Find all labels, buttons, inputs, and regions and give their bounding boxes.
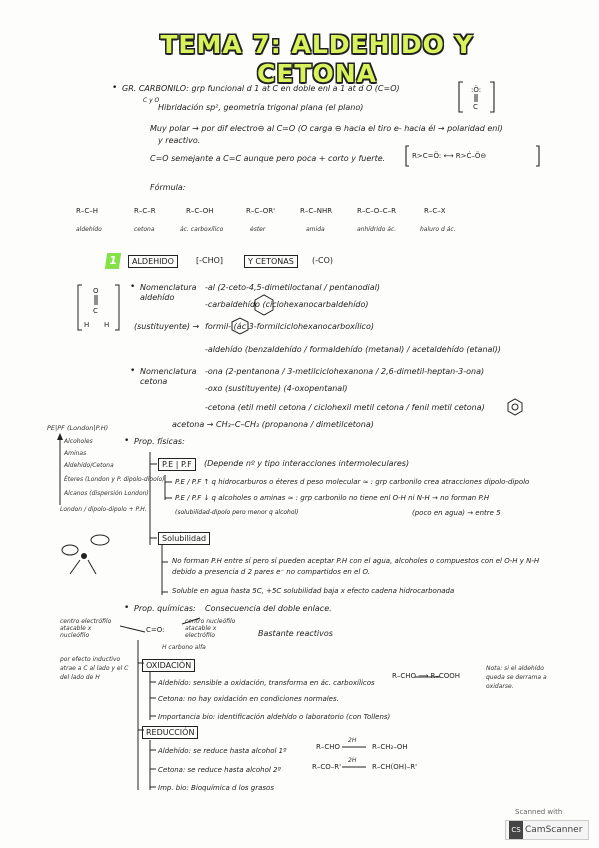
props-fisicas-label: Prop. físicas: [134, 437, 185, 446]
carbonyl-definition: GR. CARBONILO: grp funcional d 1 at C en doble enl a 1 at d O (C=O) [122, 84, 400, 93]
group-formula: R–C–R [134, 207, 156, 215]
nomen-aldehido-3: formil- (ác 3-formilciclohexanocarboxílico) [205, 322, 374, 331]
oxidacion-box: OXIDACIÓN [142, 659, 195, 672]
cho-group: [-CHO] [196, 256, 224, 265]
nomen-cetona-1: -ona (2-pentanona / 3-metilciclohexanona / 2,6-dimetil-heptan-3-ona) [205, 367, 485, 376]
reduction-bio: Imp. bio: Bioquímica d los grasos [158, 784, 274, 792]
section-number: 1 [105, 253, 121, 269]
oxidation-ketone: Cetona: no hay oxidación en condiciones normales. [158, 695, 339, 703]
group-name: haluro d ác. [420, 226, 456, 233]
bullet: • [112, 83, 118, 93]
group-formula: R–C–NHR [300, 207, 333, 215]
inductive-effect-note: por efecto inductivo atrae a C al lado y el C del lado de H [60, 656, 129, 681]
pepf-line-4: (poco en agua) → entre 5 [412, 509, 501, 517]
solubility-line-1: No forman P.H entre sí pero sí pueden aceptar P.H con el agua, alcoholes o compuestos con el O-H y N-H [172, 557, 540, 565]
nucleophile-center-note: centro nucleófilo atacable x electrófilo [185, 618, 236, 639]
nomen-aldehido-4: -aldehído (benzaldehído / formaldehído (metanal) / acetaldehído (etanal)) [205, 345, 501, 354]
bullet: • [124, 436, 130, 446]
oxidation-bio: Importancia bio: identificación aldehído o laboratorio (con Tollens) [158, 713, 391, 721]
group-name: éster [250, 226, 266, 233]
svg-text:C: C [473, 103, 478, 111]
reduction-product-2: R–CH(OH)–R' [372, 763, 418, 771]
scanner-caption: Scanned with [515, 808, 563, 816]
cetonas-box: Y CETONAS [244, 255, 298, 268]
bp-legend: London / dipolo-dipolo + P.H. [60, 506, 147, 513]
group-formula: R–C–X [424, 207, 446, 215]
bullet: • [130, 366, 136, 376]
reduction-reaction-2: R–CO–R' [312, 763, 342, 771]
hybridization-note: Hibridación sp², geometría trigonal plana (el plano) [158, 103, 364, 112]
bp-order-item: Aldehído/Cetona [64, 462, 114, 469]
reduction-reagent: 2H [348, 757, 357, 764]
svg-text:C: C [93, 307, 98, 315]
reduction-ketone: Cetona: se reduce hasta alcohol 2º [158, 766, 281, 774]
reduction-product-1: R–CH₂–OH [372, 743, 408, 751]
nomen-cetona-label: Nomenclatura cetona [140, 367, 197, 386]
group-name: ác. carboxílico [180, 226, 224, 233]
scanner-brand-row [505, 820, 589, 840]
svg-text:H: H [104, 321, 110, 329]
oxidation-note: Nota: si el aldehído queda se derrama a oxidarse. [486, 665, 547, 690]
group-name: anhídrido ác. [357, 226, 397, 233]
co-group: (-CO) [312, 256, 334, 265]
bp-order-item: Alcanos (dispersión London) [64, 490, 149, 497]
props-quimicas-label: Prop. químicas: [134, 604, 196, 613]
reactivity-note: Bastante reactivos [258, 629, 333, 638]
alpha-carbon-note: H carbono alfa [162, 644, 206, 651]
nomen-cetona-2: -oxo (sustituyente) (4-oxopentanal) [205, 384, 348, 393]
oxidation-reaction: R–CHO ⟶ R–COOH [392, 672, 461, 680]
double-bond-note: C=O semejante a C=C aunque pero poca + corto y fuerte. [150, 154, 386, 163]
group-formula: R–C–H [76, 207, 99, 215]
solubility-line-1b: debido a presencia d 2 pares e⁻ no compartidos en el O. [172, 568, 370, 576]
pe-pf-note: PE|PF (London|P.H) [47, 424, 109, 432]
polarity-note-cont: y reactivo. [158, 136, 201, 145]
bp-order-item: Éteres (London y P. dipolo-dipolo) [64, 476, 165, 483]
electrophile-center-note: centro electrófilo atacable x nucleófilo [60, 618, 112, 639]
bp-order-item: Aminas [64, 450, 87, 457]
group-formula: R–C–OR' [246, 207, 276, 215]
solubility-line-2: Soluble en agua hasta 5C, +5C solubilidad baja x efecto cadena hidrocarbonada [172, 587, 455, 595]
scanner-brand: CamScanner [525, 825, 583, 835]
polarity-note: Muy polar → por dif electro⊖ al C=O (O carga ⊖ hacia el tiro e- hacia él → polaridad enl) [150, 124, 503, 133]
bullet: • [124, 603, 130, 613]
nomen-aldehido-label: Nomenclatura aldehído [140, 283, 197, 302]
pepf-line-1: P.E / P.F ↑ q hidrocarburos o éteres d peso molecular ≈ : grp carbonilo crea atracciones dipolo-dipolo [175, 478, 530, 486]
solubilidad-box: Solubilidad [158, 532, 210, 545]
pepf-desc: (Depende nº y tipo interacciones intermoleculares) [204, 459, 410, 468]
camscanner-logo-icon: CS [509, 821, 523, 839]
svg-text:O: O [93, 287, 99, 295]
pepf-line-2: P.E / P.F ↓ q alcoholes o aminas ≈ : grp carbonilo no tiene enl O-H ni N-H → no forman P.H [175, 494, 490, 502]
reduction-reaction-1: R–CHO [316, 743, 341, 751]
group-name: amida [306, 226, 325, 233]
nomen-aldehido-3-left: (sustituyente) → [134, 322, 200, 331]
reduction-reagent: 2H [348, 737, 357, 744]
oxidation-aldehyde: Aldehído: sensible a oxidación, transforma en ác. carboxílicos [158, 679, 375, 687]
page-title: TEMA 7: ALDEHIDO Y CETONA [160, 30, 474, 88]
scanner-badge [505, 806, 589, 842]
aldehido-box: ALDEHIDO [128, 255, 178, 268]
nomen-cetona-3: -cetona (etil metil cetona / ciclohexil metil cetona / fenil metil cetona) [205, 403, 485, 412]
props-quimicas-desc: Consecuencia del doble enlace. [205, 604, 332, 613]
group-formula: R–C–OH [186, 207, 214, 215]
svg-text:H: H [84, 321, 90, 329]
carbonyl-sub: C y O [143, 97, 160, 104]
nomen-aldehido-1: -al (2-ceto-4,5-dimetiloctanal / pentanodial) [205, 283, 381, 292]
nomen-cetona-4: acetona → CH₃–C–CH₃ (propanona / dimetilcetona) [172, 420, 374, 429]
bp-order-item: Alcoholes [64, 438, 93, 445]
reduction-aldehyde: Aldehído: se reduce hasta alcohol 1º [158, 747, 287, 755]
carbonyl-center: C=O: [146, 626, 165, 634]
group-name: aldehído [76, 226, 102, 233]
bullet: • [130, 282, 136, 292]
reduccion-box: REDUCCIÓN [142, 726, 198, 739]
nomen-aldehido-2: -carbaldehído (ciclohexanocarbaldehído) [205, 300, 369, 309]
group-name: cetona [134, 226, 155, 233]
pepf-line-3: (solubilidad-dipolo pero menor q alcohol) [175, 509, 299, 516]
group-formula: R–C–O–C–R [357, 207, 397, 215]
resonance-formula: R>C=Ö: ⟷ R>Ċ–Ö⊖ [412, 152, 487, 160]
pepf-box: P.E | P.F [158, 458, 196, 471]
formula-label: Fórmula: [150, 183, 186, 192]
svg-text::Ö:: :Ö: [471, 86, 482, 94]
